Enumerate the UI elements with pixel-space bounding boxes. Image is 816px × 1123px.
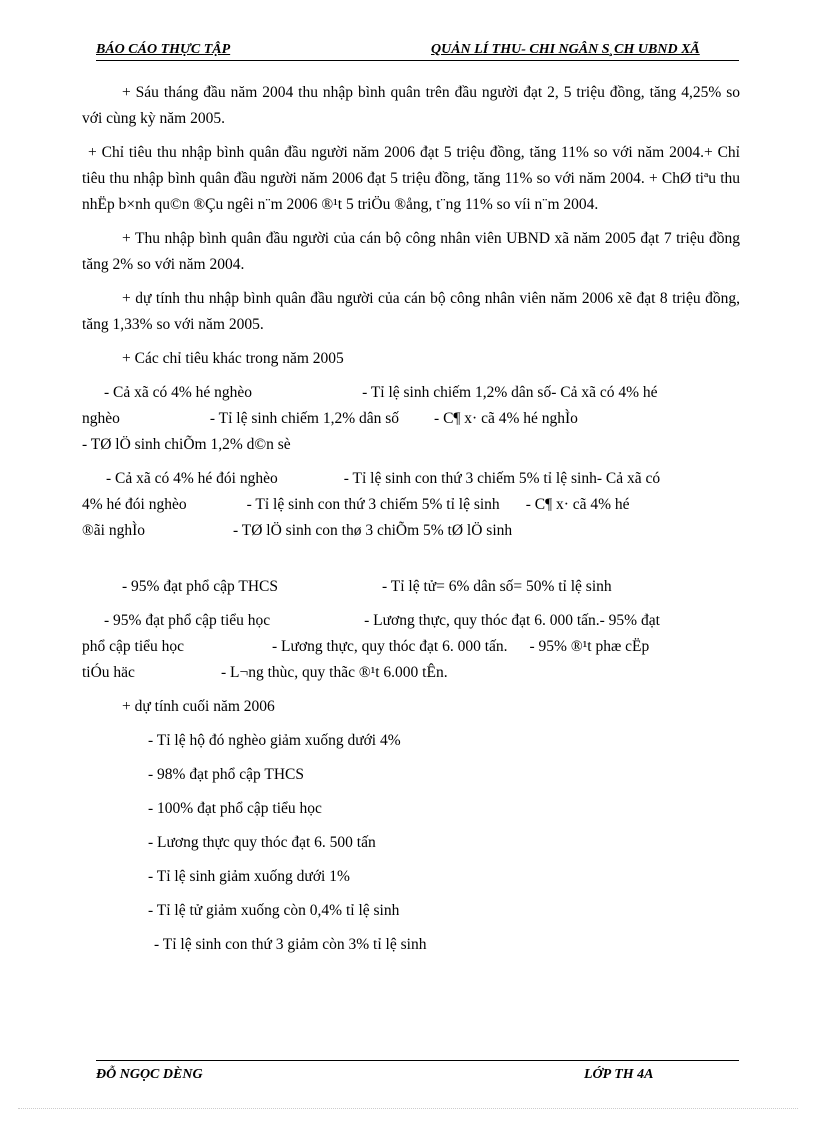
text-segment: - 95% đạt phổ cập THCS <box>122 578 278 595</box>
footer-author-name: ĐỖ NGỌC DÈNG <box>96 1067 203 1082</box>
paragraph-income-2004: + Sáu tháng đầu năm 2004 thu nhập bình quân trên đầu người đạt 2, 5 triệu đồng, tăng 4,25% so với cùng kỳ năm 2005. <box>82 84 740 127</box>
target-list-item: - Tỉ lệ sinh giảm xuống dưới 1% <box>148 868 350 885</box>
paragraph-hunger-poverty-third-child <box>82 466 740 544</box>
document-body <box>82 80 740 966</box>
text-segment: tiÓu häc <box>82 664 135 681</box>
paragraph-staff-income-forecast-2006: + dự tính thu nhập bình quân đầu người của cán bộ công nhân viên năm 2006 xẽ đạt 8 triệu đồng, tăng 1,33% so với năm 2005. <box>82 290 740 333</box>
target-list-item: - Lương thực quy thóc đạt 6. 500 tấn <box>148 834 376 851</box>
text-segment: - Tỉ lệ sinh chiếm 1,2% dân số- Cả xã có 4% hé <box>362 384 658 401</box>
page-edge-divider <box>18 1108 798 1109</box>
text-segment: nghèo <box>82 410 120 427</box>
paragraph-income-target-2006: + Chỉ tiêu thu nhập bình quân đầu người năm 2006 đạt 5 triệu đồng, tăng 11% so với năm 2004.+ Chỉ tiêu thu nhập bình quân đầu người năm 2006 đạt 5 triệu đồng, tăng 11% so với năm 2004. + ChØ tiªu thu nhËp b×nh qu©n ®Çu ngêi n¨m 2006 ®¹t 5 triÖu ®ång, t¨ng 11% so víi n¨m 2004. <box>82 144 740 213</box>
text-segment: - Tỉ lệ tử= 6% dân số= 50% tỉ lệ sinh <box>381 578 612 595</box>
text-segment: - C¶ x· cã 4% hé nghÌo <box>434 410 578 427</box>
text-segment: - Lương thực, quy thóc đạt 6. 000 tấn.- 95% đạt <box>364 612 660 629</box>
text-segment: - 95% đạt phổ cập tiểu học <box>104 612 271 629</box>
paragraph-poverty-birth-rate <box>82 380 740 458</box>
text-segment: - 95% ®¹t phæ cËp <box>529 638 650 655</box>
text-segment: - TØ lÖ sinh con thø 3 chiÕm 5% tØ lÖ sinh <box>233 522 513 539</box>
page-header <box>96 40 739 61</box>
paragraph-forecast-end-2006: + dự tính cuối năm 2006 <box>122 698 275 715</box>
text-segment: - Tỉ lệ sinh con thứ 3 chiếm 5% tỉ lệ sinh- Cả xã có <box>343 470 661 487</box>
header-subject-title: QUẢN LÍ THU- CHI NGÂN S¸CH UBND XÃ <box>431 42 700 57</box>
header-report-title: BÁO CÁO THỰC TẬP <box>96 42 231 57</box>
footer-class-name: LỚP TH 4A <box>584 1067 654 1082</box>
paragraph-staff-income-2005: + Thu nhập bình quân đầu người của cán bộ công nhân viên UBND xã năm 2005 đạt 7 triệu đồng tăng 2% so với năm 2004. <box>82 230 740 273</box>
target-list-item: - Tỉ lệ sinh con thứ 3 giảm còn 3% tỉ lệ sinh <box>154 936 427 953</box>
text-segment: - TØ lÖ sinh chiÕm 1,2% d©n sè <box>82 436 291 453</box>
target-list-item: - Tỉ lệ tử giảm xuống còn 0,4% tỉ lệ sinh <box>148 902 400 919</box>
text-segment: - Tỉ lệ sinh chiếm 1,2% dân số <box>209 410 400 427</box>
target-list-item: - Tỉ lệ hộ đó nghèo giảm xuống dưới 4% <box>148 732 401 749</box>
text-segment: - Tỉ lệ sinh con thứ 3 chiếm 5% tỉ lệ sinh <box>246 496 500 513</box>
text-segment: - L¬ng thùc, quy thãc ®¹t 6.000 tÊn. <box>220 664 448 681</box>
target-list-item: - 100% đạt phổ cập tiểu học <box>148 800 322 817</box>
paragraph-secondary-education-mortality <box>82 574 740 600</box>
text-segment: - Cả xã có 4% hé nghèo <box>104 384 253 401</box>
page-footer <box>96 1060 739 1085</box>
text-segment: 4% hé đói nghèo <box>82 496 187 513</box>
text-segment: - Lương thực, quy thóc đạt 6. 000 tấn. <box>272 638 508 655</box>
text-segment: - Cả xã có 4% hé đói nghèo <box>106 470 278 487</box>
text-segment: phổ cập tiểu học <box>82 638 185 655</box>
text-segment: - C¶ x· cã 4% hé <box>525 496 630 513</box>
paragraph-other-indicators-2005: + Các chỉ tiêu khác trong năm 2005 <box>122 350 344 367</box>
target-list-item: - 98% đạt phổ cập THCS <box>148 766 304 783</box>
text-segment: ®ãi nghÌo <box>82 522 145 539</box>
paragraph-primary-education-food <box>82 608 740 686</box>
